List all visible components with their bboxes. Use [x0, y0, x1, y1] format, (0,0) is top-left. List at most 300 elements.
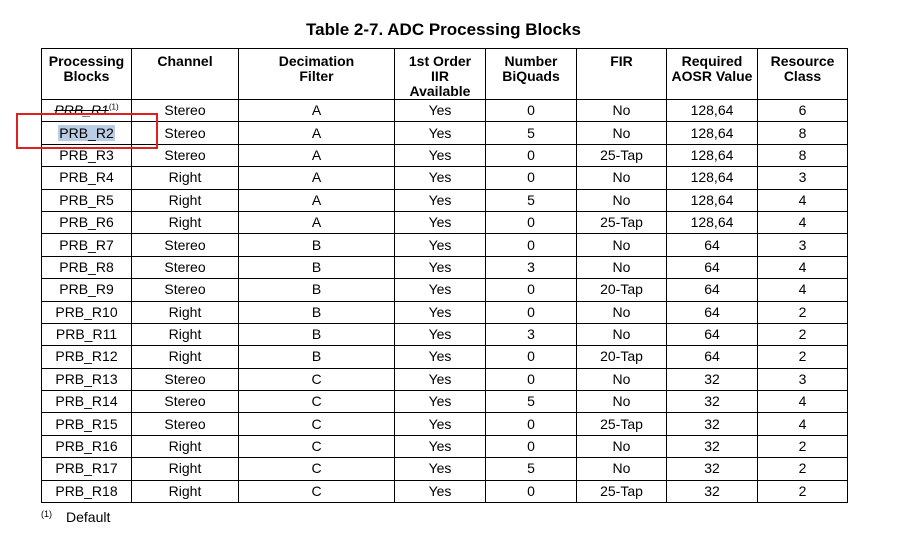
table-row [42, 413, 848, 435]
table-cell [577, 323, 667, 345]
cell-value: 3 [798, 236, 807, 253]
cell-value: 25-Tap [600, 415, 643, 432]
cell-value: 64 [704, 281, 720, 298]
table-cell [42, 167, 132, 189]
table-row [42, 144, 848, 166]
cell-value: Stereo [164, 146, 206, 163]
cell-value: Yes [428, 370, 452, 387]
cell-value: Yes [428, 460, 452, 477]
processing-block-name: PRB_R5 [59, 191, 114, 208]
processing-block-name: PRB_R13 [55, 370, 118, 387]
column-header: Decimation Filter [239, 49, 395, 100]
cell-value: Right [168, 326, 202, 343]
cell-value: 25-Tap [600, 214, 643, 231]
cell-value: A [311, 146, 322, 163]
cell-value: Right [168, 482, 202, 499]
table-row [42, 458, 848, 480]
table-cell [758, 100, 848, 122]
table-cell [577, 346, 667, 368]
cell-value: 128,64 [690, 191, 734, 208]
table-cell [758, 279, 848, 301]
table-cell [239, 301, 395, 323]
column-header: Required AOSR Value [667, 49, 758, 100]
cell-value: C [311, 393, 322, 410]
table-cell [42, 256, 132, 278]
table-cell [395, 301, 486, 323]
table-cell [239, 167, 395, 189]
table-cell [667, 122, 758, 144]
table-cell [667, 211, 758, 233]
cell-value: 0 [527, 303, 535, 320]
table-cell [486, 122, 577, 144]
table-cell [239, 144, 395, 166]
processing-block-name: PRB_R11 [55, 326, 118, 343]
cell-value: 3 [527, 258, 535, 275]
table-cell [577, 144, 667, 166]
cell-value: Stereo [164, 258, 206, 275]
table-row [42, 301, 848, 323]
cell-value: A [311, 124, 322, 141]
cell-value: 4 [798, 281, 807, 298]
cell-value: B [311, 236, 322, 253]
table-cell [667, 458, 758, 480]
cell-value: Yes [428, 102, 452, 119]
table-cell [132, 458, 239, 480]
table-cell [132, 100, 239, 122]
cell-value: 128,64 [690, 102, 734, 119]
table-cell [577, 167, 667, 189]
cell-value: Yes [428, 191, 452, 208]
cell-value: Stereo [164, 124, 206, 141]
table-cell [758, 122, 848, 144]
table-cell [395, 346, 486, 368]
table-cell [667, 391, 758, 413]
cell-value: No [612, 460, 631, 477]
table-cell [42, 346, 132, 368]
table-cell [132, 279, 239, 301]
cell-value: No [612, 326, 631, 343]
cell-value: 2 [798, 460, 807, 477]
processing-block-name: PRB_R9 [59, 281, 114, 298]
cell-value: No [612, 393, 631, 410]
table-row [42, 346, 848, 368]
table-cell [239, 458, 395, 480]
cell-value: 128,64 [690, 214, 734, 231]
table-cell [42, 122, 132, 144]
cell-value: No [612, 303, 631, 320]
table-cell [758, 323, 848, 345]
table-row [42, 122, 848, 144]
cell-value: Yes [428, 169, 452, 186]
cell-value: 5 [527, 124, 535, 141]
table-cell [395, 368, 486, 390]
table-cell [395, 435, 486, 457]
cell-value: 5 [527, 460, 535, 477]
table-cell [486, 301, 577, 323]
table-cell [42, 279, 132, 301]
table-cell [132, 144, 239, 166]
table-cell [42, 234, 132, 256]
table-cell [486, 346, 577, 368]
processing-block-name: PRB_R12 [55, 348, 118, 365]
table-cell [132, 413, 239, 435]
table-cell [667, 323, 758, 345]
table-cell [239, 256, 395, 278]
table-cell [395, 144, 486, 166]
table-cell [486, 480, 577, 502]
table-cell [239, 368, 395, 390]
cell-value: 0 [527, 281, 535, 298]
adc-processing-blocks-table [41, 48, 848, 503]
processing-block-name: PRB_R6 [59, 214, 114, 231]
table-cell [395, 100, 486, 122]
cell-value: 4 [798, 214, 807, 231]
footnote [41, 509, 110, 525]
cell-value: Yes [428, 281, 452, 298]
cell-value: 32 [704, 460, 720, 477]
cell-value: No [612, 124, 631, 141]
table-cell [577, 100, 667, 122]
cell-value: 4 [798, 191, 807, 208]
cell-value: C [311, 370, 322, 387]
table-cell [577, 413, 667, 435]
table-cell [577, 122, 667, 144]
cell-value: 0 [527, 438, 535, 455]
table-cell [577, 480, 667, 502]
table-cell [667, 413, 758, 435]
table-cell [758, 346, 848, 368]
column-header: Channel [132, 49, 239, 100]
cell-value: 25-Tap [600, 146, 643, 163]
table-cell [667, 368, 758, 390]
table-cell [758, 391, 848, 413]
table-cell [239, 279, 395, 301]
table-cell [667, 435, 758, 457]
footnote-mark: (1) [41, 509, 52, 519]
cell-value: 2 [798, 438, 807, 455]
table-cell [577, 279, 667, 301]
table-cell [486, 211, 577, 233]
processing-block-name: PRB_R18 [55, 482, 118, 499]
table-cell [486, 391, 577, 413]
table-cell [667, 167, 758, 189]
table-cell [132, 346, 239, 368]
processing-block-name: PRB_R4 [59, 169, 114, 186]
table-cell [667, 100, 758, 122]
cell-value: Yes [428, 124, 452, 141]
table-cell [758, 144, 848, 166]
cell-value: 8 [798, 146, 807, 163]
cell-value: 2 [798, 303, 807, 320]
cell-value: 4 [798, 415, 807, 432]
cell-value: Stereo [164, 281, 206, 298]
table-cell [132, 435, 239, 457]
table-cell [42, 211, 132, 233]
table-cell [667, 144, 758, 166]
table-cell [667, 256, 758, 278]
table-cell [758, 211, 848, 233]
table-body [42, 100, 848, 503]
table-cell [577, 368, 667, 390]
cell-value: Stereo [164, 370, 206, 387]
cell-value: Right [168, 191, 202, 208]
cell-value: 32 [704, 393, 720, 410]
table-cell [395, 413, 486, 435]
table-cell [132, 167, 239, 189]
cell-value: No [612, 438, 631, 455]
table-cell [132, 480, 239, 502]
cell-value: 3 [798, 169, 807, 186]
table-cell [577, 301, 667, 323]
table-cell [239, 391, 395, 413]
table-cell [577, 234, 667, 256]
cell-value: Yes [428, 326, 452, 343]
table-cell [758, 368, 848, 390]
table-cell [667, 234, 758, 256]
table-row [42, 323, 848, 345]
cell-value: No [612, 236, 631, 253]
cell-value: No [612, 191, 631, 208]
cell-value: 32 [704, 370, 720, 387]
table-cell [577, 391, 667, 413]
footnote-text: Default [66, 509, 111, 525]
table-cell [667, 346, 758, 368]
table-cell [577, 458, 667, 480]
cell-value: 0 [527, 348, 535, 365]
cell-value: A [311, 214, 322, 231]
cell-value: Right [168, 348, 202, 365]
table-cell [486, 167, 577, 189]
cell-value: 2 [798, 482, 807, 499]
table-cell [758, 234, 848, 256]
table-cell [239, 189, 395, 211]
cell-value: Yes [428, 393, 452, 410]
cell-value: C [311, 438, 322, 455]
table-row [42, 391, 848, 413]
table-row [42, 167, 848, 189]
processing-block-name: PRB_R10 [55, 303, 118, 320]
processing-block-name: PRB_R15 [55, 415, 118, 432]
column-header: Number BiQuads [486, 49, 577, 100]
table-cell [486, 279, 577, 301]
table-cell [758, 480, 848, 502]
table-cell [486, 234, 577, 256]
column-header: Resource Class [758, 49, 848, 100]
table-cell [758, 167, 848, 189]
column-header: 1st Order IIR Available [395, 49, 486, 100]
table-cell [239, 323, 395, 345]
table-cell [395, 189, 486, 211]
table-cell [42, 100, 132, 122]
processing-block-name: PRB_R3 [59, 146, 114, 163]
table-cell [577, 435, 667, 457]
table-cell [395, 480, 486, 502]
cell-value: 8 [798, 124, 807, 141]
cell-value: C [311, 415, 322, 432]
cell-value: 5 [527, 393, 535, 410]
table-cell [132, 234, 239, 256]
table-cell [42, 144, 132, 166]
table-cell [486, 100, 577, 122]
table-cell [486, 144, 577, 166]
table-cell [758, 435, 848, 457]
table-cell [42, 413, 132, 435]
cell-value: No [612, 370, 631, 387]
table-cell [486, 435, 577, 457]
table-cell [395, 234, 486, 256]
cell-value: Yes [428, 214, 452, 231]
cell-value: 2 [798, 348, 807, 365]
table-row [42, 211, 848, 233]
column-header: FIR [577, 49, 667, 100]
table-cell [395, 122, 486, 144]
table-cell [667, 189, 758, 211]
processing-block-name: PRB_R14 [55, 393, 118, 410]
cell-value: A [311, 102, 322, 119]
cell-value: 20-Tap [600, 348, 643, 365]
table-row [42, 189, 848, 211]
table-cell [239, 234, 395, 256]
table-row [42, 234, 848, 256]
cell-value: 25-Tap [600, 482, 643, 499]
table-cell [132, 122, 239, 144]
table-cell [132, 211, 239, 233]
processing-block-name[interactable]: PRB_R2 [59, 124, 114, 141]
cell-value: A [311, 169, 322, 186]
table-cell [395, 279, 486, 301]
cell-value: 32 [704, 415, 720, 432]
cell-value: 4 [798, 393, 807, 410]
table-cell [395, 391, 486, 413]
table-cell [486, 458, 577, 480]
cell-value: No [612, 258, 631, 275]
cell-value: 128,64 [690, 124, 734, 141]
cell-value: 0 [527, 236, 535, 253]
table-cell [42, 189, 132, 211]
table-cell [577, 189, 667, 211]
table-cell [239, 346, 395, 368]
table-cell [667, 301, 758, 323]
table-cell [132, 189, 239, 211]
cell-value: 64 [704, 326, 720, 343]
cell-value: Yes [428, 438, 452, 455]
table-cell [132, 323, 239, 345]
cell-value: 0 [527, 370, 535, 387]
cell-value: 128,64 [690, 169, 734, 186]
cell-value: Stereo [164, 393, 206, 410]
cell-value: Right [168, 214, 202, 231]
cell-value: Stereo [164, 236, 206, 253]
table-cell [42, 323, 132, 345]
processing-block-name: PRB_R1 [54, 102, 109, 119]
table-row [42, 368, 848, 390]
table-cell [42, 435, 132, 457]
table-cell [577, 211, 667, 233]
cell-value: B [311, 258, 322, 275]
table-cell [239, 100, 395, 122]
table-cell [758, 413, 848, 435]
cell-value: 0 [527, 169, 535, 186]
table-cell [667, 480, 758, 502]
cell-value: 64 [704, 258, 720, 275]
table-cell [577, 256, 667, 278]
cell-value: 5 [527, 191, 535, 208]
cell-value: 128,64 [690, 146, 734, 163]
cell-value: Yes [428, 146, 452, 163]
cell-value: B [311, 281, 322, 298]
table-cell [758, 458, 848, 480]
cell-value: No [612, 169, 631, 186]
cell-value: Yes [428, 482, 452, 499]
cell-value: Yes [428, 236, 452, 253]
table-cell [239, 211, 395, 233]
table-cell [239, 480, 395, 502]
table-cell [239, 413, 395, 435]
table-cell [42, 368, 132, 390]
table-cell [486, 323, 577, 345]
cell-value: Stereo [164, 102, 206, 119]
cell-value: C [311, 482, 322, 499]
cell-value: 32 [704, 438, 720, 455]
footnote-reference: (1) [108, 102, 119, 112]
cell-value: 64 [704, 348, 720, 365]
table-cell [486, 368, 577, 390]
cell-value: 0 [527, 146, 535, 163]
processing-block-name: PRB_R8 [59, 258, 114, 275]
cell-value: 0 [527, 102, 535, 119]
processing-block-name: PRB_R16 [55, 438, 118, 455]
cell-value: 64 [704, 236, 720, 253]
cell-value: Stereo [164, 415, 206, 432]
cell-value: Right [168, 460, 202, 477]
cell-value: Right [168, 438, 202, 455]
cell-value: 0 [527, 415, 535, 432]
table-cell [486, 413, 577, 435]
table-cell [486, 256, 577, 278]
table-cell [395, 256, 486, 278]
cell-value: 6 [798, 102, 807, 119]
cell-value: Yes [428, 303, 452, 320]
table-cell [395, 167, 486, 189]
cell-value: 20-Tap [600, 281, 643, 298]
cell-value: B [311, 348, 322, 365]
table-cell [132, 256, 239, 278]
cell-value: 3 [527, 326, 535, 343]
cell-value: Right [168, 303, 202, 320]
cell-value: 3 [798, 370, 807, 387]
table-cell [132, 391, 239, 413]
cell-value: Yes [428, 415, 452, 432]
cell-value: 4 [798, 258, 807, 275]
table-cell [239, 122, 395, 144]
cell-value: 0 [527, 214, 535, 231]
cell-value: C [311, 460, 322, 477]
table-cell [239, 435, 395, 457]
table-row [42, 100, 848, 122]
column-header: Processing Blocks [42, 49, 132, 100]
processing-block-name: PRB_R17 [55, 460, 118, 477]
table-row [42, 480, 848, 502]
table-cell [42, 301, 132, 323]
cell-value: 2 [798, 326, 807, 343]
table-cell [395, 458, 486, 480]
table-cell [132, 301, 239, 323]
cell-value: 64 [704, 303, 720, 320]
cell-value: B [311, 303, 322, 320]
table-row [42, 435, 848, 457]
cell-value: 32 [704, 482, 720, 499]
table-row [42, 256, 848, 278]
